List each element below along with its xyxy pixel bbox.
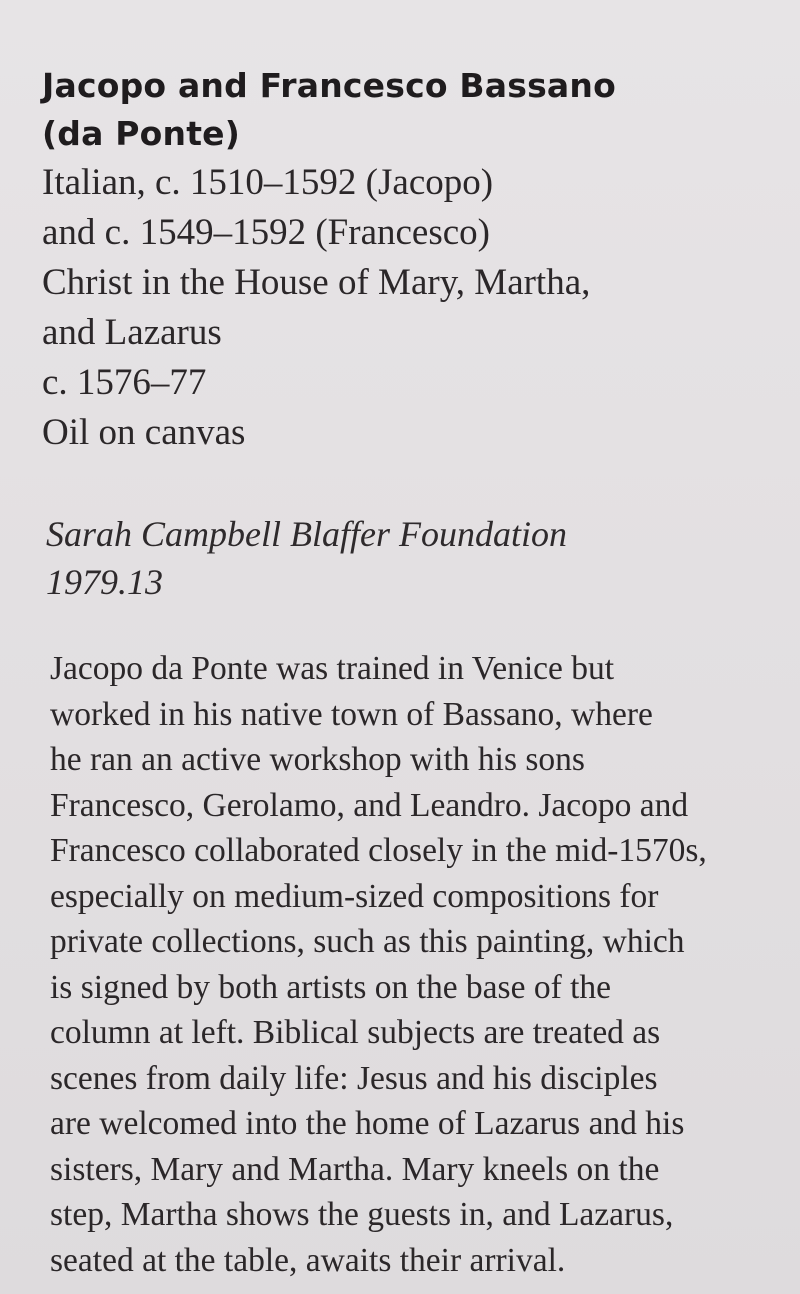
description-line: private collections, such as this painting, which — [50, 923, 685, 960]
description-paragraph — [50, 646, 770, 1283]
description-line: he ran an active workshop with his sons — [50, 741, 585, 778]
artwork-details — [42, 158, 762, 458]
nationality-line: Italian, c. 1510–1592 (Jacopo) — [42, 162, 494, 203]
artwork-medium: Oil on canvas — [42, 412, 246, 453]
description-line: worked in his native town of Bassano, where — [50, 695, 653, 733]
description-line: sisters, Mary and Martha. Mary kneels on the — [50, 1150, 660, 1188]
artwork-title-line: and Lazarus — [42, 312, 222, 353]
description-line: step, Martha shows the guests in, and Lazarus, — [50, 1196, 674, 1233]
description-line: especially on medium-sized compositions for — [50, 877, 659, 915]
description-line: are welcomed into the home of Lazarus and his — [50, 1105, 685, 1142]
artist-name-line: (da Ponte) — [42, 114, 241, 153]
description-line: is signed by both artists on the base of the — [50, 968, 612, 1006]
artist-name — [42, 62, 762, 158]
nationality-line: and c. 1549–1592 (Francesco) — [42, 212, 490, 253]
artist-name-line: Jacopo and Francesco Bassano — [42, 66, 616, 105]
description-line: Jacopo da Ponte was trained in Venice but — [50, 650, 615, 687]
artwork-title-line: Christ in the House of Mary, Martha, — [42, 262, 591, 303]
credit-source: Sarah Campbell Blaffer Foundation — [46, 514, 567, 554]
artwork-date: c. 1576–77 — [42, 362, 207, 403]
description-line: Francesco, Gerolamo, and Leandro. Jacopo and — [50, 786, 689, 824]
description-line: column at left. Biblical subjects are treated as — [50, 1014, 661, 1051]
accession-number: 1979.13 — [46, 562, 163, 602]
description-line: scenes from daily life: Jesus and his disciples — [50, 1059, 658, 1097]
description-line: seated at the table, awaits their arrival. — [50, 1241, 566, 1279]
description-line: Francesco collaborated closely in the mid-1570s, — [50, 832, 707, 869]
credit-line — [46, 510, 766, 606]
